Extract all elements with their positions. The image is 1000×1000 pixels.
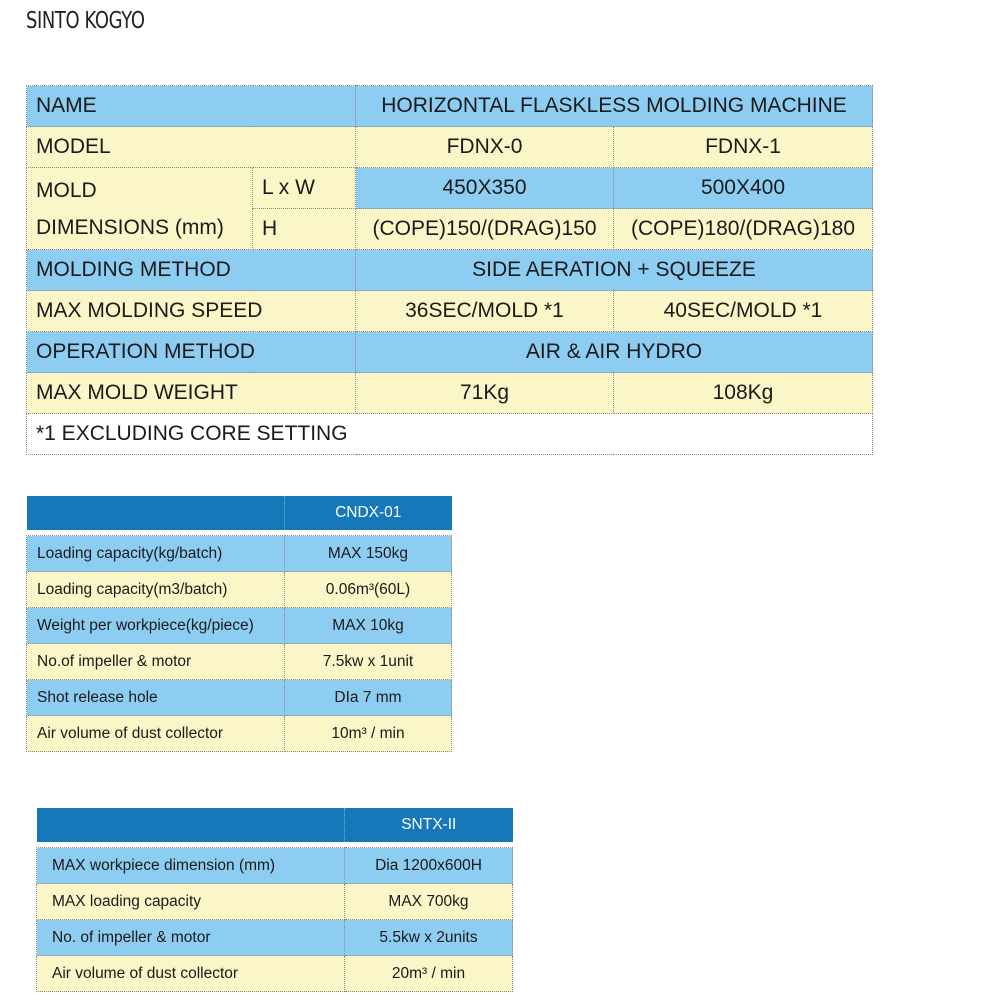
row-label: Weight per workpiece(kg/piece) bbox=[27, 608, 285, 644]
brand-logo-text: SINTO KOGYO bbox=[26, 8, 145, 34]
row-value: 20m³ / min bbox=[345, 956, 513, 992]
row-label: Air volume of dust collector bbox=[37, 956, 345, 992]
row-value: 10m³ / min bbox=[285, 716, 452, 752]
row-value: MAX 700kg bbox=[345, 884, 513, 920]
row-value: Dia 1200x600H bbox=[345, 848, 513, 884]
table-row-operation bbox=[27, 332, 873, 373]
table-row-mold-lxw bbox=[27, 168, 873, 209]
model-label: MODEL bbox=[27, 127, 356, 168]
row-label: No.of impeller & motor bbox=[27, 644, 285, 680]
cndx-spec-table bbox=[26, 496, 452, 752]
row-label: No. of impeller & motor bbox=[37, 920, 345, 956]
table-row bbox=[27, 536, 452, 572]
operation-value: AIR & AIR HYDRO bbox=[356, 332, 873, 373]
model-value-1: FDNX-1 bbox=[614, 127, 873, 168]
h-label: H bbox=[253, 209, 356, 250]
table-row-weight bbox=[27, 373, 873, 414]
row-value: 7.5kw x 1unit bbox=[285, 644, 452, 680]
row-value: 0.06m³(60L) bbox=[285, 572, 452, 608]
table-row bbox=[37, 956, 513, 992]
lxw-value-1: 500X400 bbox=[614, 168, 873, 209]
lxw-label: L x W bbox=[253, 168, 356, 209]
table-row-footnote bbox=[27, 414, 873, 455]
operation-label: OPERATION METHOD bbox=[27, 332, 356, 373]
table-row bbox=[27, 716, 452, 752]
table-row bbox=[37, 848, 513, 884]
sntx-spec-table bbox=[36, 808, 513, 992]
table-row bbox=[37, 884, 513, 920]
weight-value-0: 71Kg bbox=[356, 373, 614, 414]
row-label: Loading capacity(kg/batch) bbox=[27, 536, 285, 572]
name-label: NAME bbox=[27, 86, 356, 127]
model-header: SNTX-II bbox=[345, 808, 513, 842]
method-label: MOLDING METHOD bbox=[27, 250, 356, 291]
table-row bbox=[27, 572, 452, 608]
table-row-speed bbox=[27, 291, 873, 332]
h-value-0: (COPE)150/(DRAG)150 bbox=[356, 209, 614, 250]
speed-value-0: 36SEC/MOLD *1 bbox=[356, 291, 614, 332]
table-row bbox=[27, 608, 452, 644]
name-value: HORIZONTAL FLASKLESS MOLDING MACHINE bbox=[356, 86, 873, 127]
table-row bbox=[27, 644, 452, 680]
speed-label: MAX MOLDING SPEED bbox=[27, 291, 356, 332]
row-label: Shot release hole bbox=[27, 680, 285, 716]
row-label: Loading capacity(m3/batch) bbox=[27, 572, 285, 608]
footnote: *1 EXCLUDING CORE SETTING bbox=[27, 414, 873, 455]
mold-dimensions-label bbox=[27, 168, 253, 250]
table-row bbox=[37, 920, 513, 956]
header-blank-cell bbox=[27, 496, 285, 530]
h-value-1: (COPE)180/(DRAG)180 bbox=[614, 209, 873, 250]
row-value: DIa 7 mm bbox=[285, 680, 452, 716]
table-header-row bbox=[27, 496, 452, 530]
model-value-0: FDNX-0 bbox=[356, 127, 614, 168]
table-row-method bbox=[27, 250, 873, 291]
mold-label-line1: MOLD bbox=[36, 178, 97, 202]
row-value: MAX 10kg bbox=[285, 608, 452, 644]
molding-machine-spec-table bbox=[26, 85, 873, 455]
table-header-row bbox=[37, 808, 513, 842]
model-header: CNDX-01 bbox=[285, 496, 452, 530]
speed-value-1: 40SEC/MOLD *1 bbox=[614, 291, 873, 332]
method-value: SIDE AERATION + SQUEEZE bbox=[356, 250, 873, 291]
table-row-model bbox=[27, 127, 873, 168]
row-value: MAX 150kg bbox=[285, 536, 452, 572]
row-label: MAX workpiece dimension (mm) bbox=[37, 848, 345, 884]
row-label: Air volume of dust collector bbox=[27, 716, 285, 752]
header-blank-cell bbox=[37, 808, 345, 842]
row-label: MAX loading capacity bbox=[37, 884, 345, 920]
lxw-value-0: 450X350 bbox=[356, 168, 614, 209]
weight-label: MAX MOLD WEIGHT bbox=[27, 373, 356, 414]
mold-label-line2: DIMENSIONS (mm) bbox=[36, 215, 224, 239]
table-row bbox=[27, 680, 452, 716]
weight-value-1: 108Kg bbox=[614, 373, 873, 414]
row-value: 5.5kw x 2units bbox=[345, 920, 513, 956]
table-row-name bbox=[27, 86, 873, 127]
